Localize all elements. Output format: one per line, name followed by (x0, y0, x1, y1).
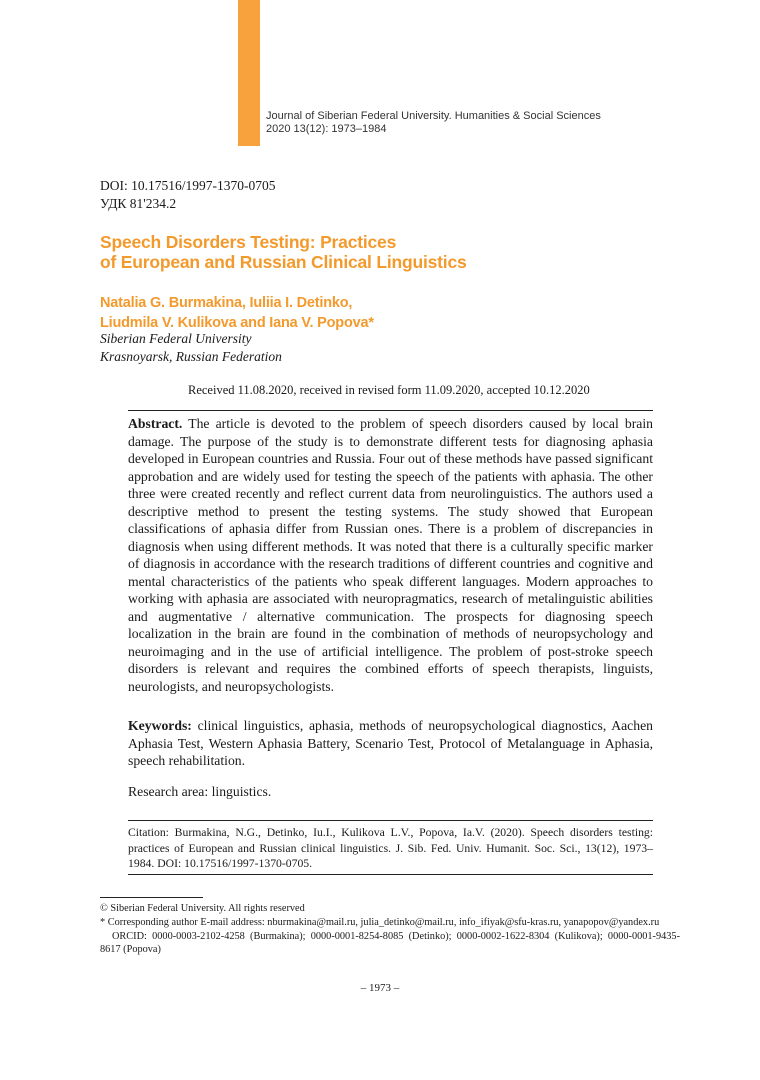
journal-header (266, 110, 726, 136)
article-title (100, 232, 660, 272)
research-area: Research area: linguistics. (128, 784, 272, 799)
keywords-label: Keywords: (128, 718, 192, 733)
affiliation (100, 330, 282, 366)
doi-line: DOI: 10.17516/1997-1370-0705 (100, 178, 276, 193)
abstract-label: Abstract. (128, 416, 183, 431)
journal-issue: 2020 13(12): 1973–1984 (266, 123, 387, 135)
page-number: – 1973 – (360, 982, 400, 994)
article-identifiers (100, 177, 276, 213)
affiliation-university: Siberian Federal University (100, 331, 252, 346)
footnotes (100, 902, 680, 957)
title-line-1: Speech Disorders Testing: Practices (100, 232, 397, 252)
orcid-note: ORCID: 0000-0003-2102-4258 (Burmakina); 0000-0001-8254-8085 (Detinko); 0000-0002-1622-8304 (Kulikova); 0000-0001-9435-8617 (Popova) (100, 930, 680, 956)
abstract-top-rule (128, 410, 653, 411)
abstract-block (128, 415, 653, 695)
author-list (100, 293, 660, 333)
citation-block: Citation: Burmakina, N.G., Detinko, Iu.I., Kulikova L.V., Popova, Ia.V. (2020). Speech disorders testing: practices of European and Russian clinical linguistics. J. Sib. Fed. Univ. Humanit. Soc. Sci., 13(12), 1973–1984. DOI: 10.17516/1997-1370-0705. (128, 826, 653, 870)
copyright-note: © Siberian Federal University. All rights reserved (100, 903, 305, 914)
udk-line: УДК 81'234.2 (100, 196, 177, 211)
citation-bottom-rule (128, 874, 653, 875)
journal-name: Journal of Siberian Federal University. Humanities & Social Sciences (266, 110, 601, 122)
affiliation-location: Krasnoyarsk, Russian Federation (100, 349, 282, 364)
received-dates: Received 11.08.2020, received in revised form 11.09.2020, accepted 10.12.2020 (188, 383, 590, 397)
authors-line-1: Natalia G. Burmakina, Iuliia I. Detinko, (100, 295, 353, 311)
keywords-text: clinical linguistics, aphasia, methods of neuropsychological diagnostics, Aachen Aphasia Test, Western Aphasia Battery, Scenario Test, Protocol of Metalanguage in Aphasia, speech rehabilitation. (128, 718, 654, 768)
footnote-separator (100, 897, 203, 898)
title-line-2: of European and Russian Clinical Linguistics (100, 252, 467, 272)
abstract-text: The article is devoted to the problem of speech disorders caused by local brain damage. The purpose of the study is to demonstrate different tests for diagnosing aphasia developed in European countries and Russia. Four out of these methods have passed significant approbation and are widely used for testing the speech of the patients with aphasia. The other three were created recently and reflect current data from neurolinguistics. The authors used a descriptive method to present the testing systems. The study showed that European classifications of aphasia differ from Russian ones. There is a problem of discrepancies in diagnosis when using different methods. It was noted that there is a culturally specific marker of diagnosis in accordance with the research traditions of different countries and cognitive and mental characteristics of the patients who speak different languages. Modern approaches to working with aphasia are associated with neuropragmatics, research of metalinguistic abilities and augmentative / alternative communication. The prospects for diagnosing speech localization in the brain are found in the combination of methods of neuropsychology and neuroimaging and in the use of artificial intelligence. The problem of post-stroke speech disorders is relevant and requires the combined efforts of speech therapists, linguists, neurologists, and neuropsychologists. (128, 416, 653, 694)
corresponding-author-note: * Corresponding author E-mail address: nburmakina@mail.ru, julia_detinko@mail.ru, info_ifiyak@sfu-kras.ru, yanapopov@yandex.ru (100, 916, 660, 928)
citation-top-rule (128, 820, 653, 821)
authors-line-2: Liudmila V. Kulikova and Iana V. Popova* (100, 315, 374, 331)
journal-accent-bar (238, 0, 260, 146)
keywords-block (128, 717, 653, 770)
